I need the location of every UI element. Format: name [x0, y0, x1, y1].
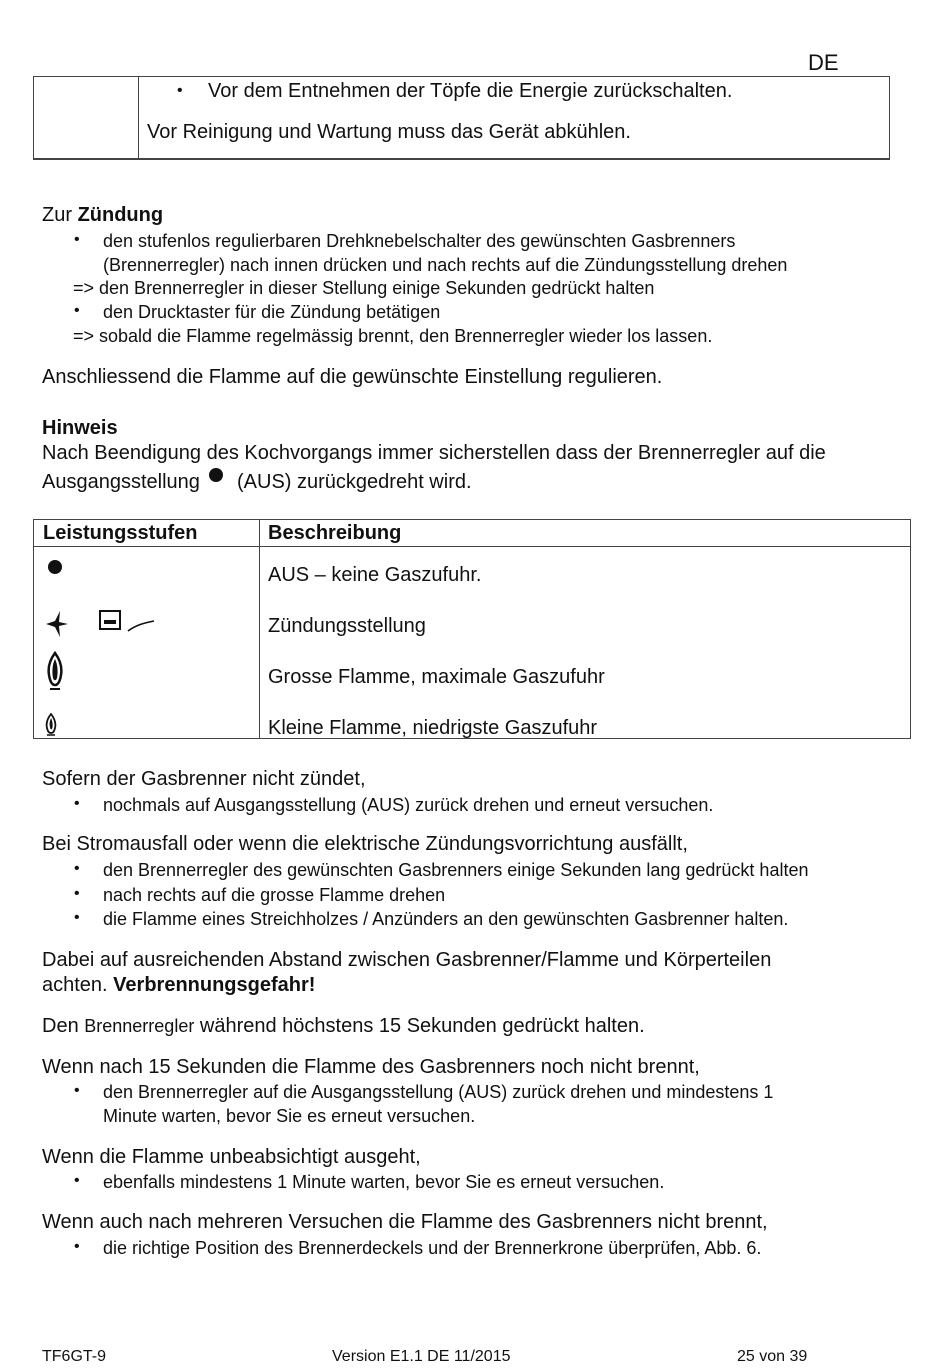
ignition-arrow-1: => den Brennerregler in dieser Stellung einige Sekunden gedrückt halten	[73, 278, 655, 298]
table-row: Grosse Flamme, maximale Gaszufuhr	[268, 666, 605, 688]
bullet-icon: •	[74, 1172, 80, 1189]
section-5-bullet-line-1: den Brennerregler auf die Ausgangsstellung (AUS) zurück drehen und mindestens 1	[103, 1082, 774, 1102]
large-flame-icon	[44, 651, 66, 691]
note-heading: Hinweis	[42, 417, 118, 439]
section-4-text: Den Brennerregler während höchstens 15 Sekunden gedrückt halten.	[42, 1015, 645, 1037]
small-flame-icon	[43, 713, 59, 737]
ignition-spark-icon	[44, 610, 72, 638]
bullet-icon: •	[74, 885, 80, 902]
note-line-1: Nach Beendigung des Kochvorgangs immer sicherstellen dass der Brennerregler auf die	[42, 442, 826, 464]
section-2-bullet-1: den Brennerregler des gewünschten Gasbrenners einige Sekunden lang gedrückt halten	[103, 860, 809, 880]
note-line-2: Ausgangsstellung (AUS) zurückgedreht wird.	[42, 468, 472, 494]
ignition-after: Anschliessend die Flamme auf die gewünschte Einstellung regulieren.	[42, 366, 663, 388]
section-7-bullet: die richtige Position des Brennerdeckels und der Brennerkrone überprüfen, Abb. 6.	[103, 1238, 762, 1258]
ignition-bullet-2: den Drucktaster für die Zündung betätigen	[103, 302, 441, 322]
ignition-heading: Zur Zündung	[42, 204, 164, 226]
off-dot-icon	[205, 468, 231, 486]
ignition-arrow-2: => sobald die Flamme regelmässig brennt, den Brennerregler wieder los lassen.	[73, 326, 713, 346]
table-divider	[259, 520, 260, 738]
section-2-text: Bei Stromausfall oder wenn die elektrische Zündungsvorrichtung ausfällt,	[42, 833, 688, 855]
bullet-icon: •	[74, 1082, 80, 1099]
box-bullet-text: Vor dem Entnehmen der Töpfe die Energie zurückschalten.	[208, 80, 733, 102]
footer-page-number: 25 von 39	[737, 1348, 808, 1365]
bullet-icon: •	[74, 1238, 80, 1255]
ignition-bullet-1b: (Brennerregler) nach innen drücken und nach rechts auf die Zündungsstellung drehen	[103, 255, 788, 275]
footer-model: TF6GT-9	[42, 1348, 107, 1365]
section-3-line-1: Dabei auf ausreichenden Abstand zwischen Gasbrenner/Flamme und Körperteilen	[42, 949, 772, 971]
section-2-bullet-2: nach rechts auf die grosse Flamme drehen	[103, 885, 446, 905]
language-code: DE	[808, 50, 839, 75]
section-5-text: Wenn nach 15 Sekunden die Flamme des Gasbrenners noch nicht brennt,	[42, 1056, 700, 1078]
table-row: Kleine Flamme, niedrigste Gaszufuhr	[268, 717, 598, 739]
section-3-line-2: achten. Verbrennungsgefahr!	[42, 974, 316, 996]
bullet-icon: •	[177, 82, 183, 99]
section-6-bullet: ebenfalls mindestens 1 Minute warten, bevor Sie es erneut versuchen.	[103, 1172, 665, 1192]
box-divider	[138, 77, 139, 158]
bullet-icon: •	[74, 909, 80, 926]
power-level-table	[33, 519, 911, 739]
section-7-text: Wenn auch nach mehreren Versuchen die Flamme des Gasbrenners nicht brennt,	[42, 1211, 768, 1233]
section-1-text: Sofern der Gasbrenner nicht zündet,	[42, 768, 366, 790]
ignition-bullet-1a: den stufenlos regulierbaren Drehknebelschalter des gewünschten Gasbrenners	[103, 231, 736, 251]
bullet-icon: •	[74, 795, 80, 812]
table-row: Zündungsstellung	[268, 615, 426, 637]
table-header-levels: Leistungsstufen	[43, 522, 198, 544]
ignition-button-icon	[98, 609, 158, 639]
section-5-bullet-line-2: Minute warten, bevor Sie es erneut versuchen.	[103, 1106, 476, 1126]
section-1-bullet: nochmals auf Ausgangsstellung (AUS) zurück drehen und erneut versuchen.	[103, 795, 714, 815]
footer-version: Version E1.1 DE 11/2015	[332, 1348, 511, 1365]
table-header-rule	[34, 546, 910, 547]
off-dot-icon	[46, 558, 66, 578]
bullet-icon: •	[74, 231, 80, 248]
bullet-icon: •	[74, 302, 80, 319]
warning-box	[33, 76, 890, 160]
table-row: AUS – keine Gaszufuhr.	[268, 564, 482, 586]
section-6-text: Wenn die Flamme unbeabsichtigt ausgeht,	[42, 1146, 421, 1168]
box-text: Vor Reinigung und Wartung muss das Gerät abkühlen.	[147, 121, 631, 143]
table-header-description: Beschreibung	[268, 522, 402, 544]
bullet-icon: •	[74, 860, 80, 877]
section-2-bullet-3: die Flamme eines Streichholzes / Anzünders an den gewünschten Gasbrenner halten.	[103, 909, 789, 929]
